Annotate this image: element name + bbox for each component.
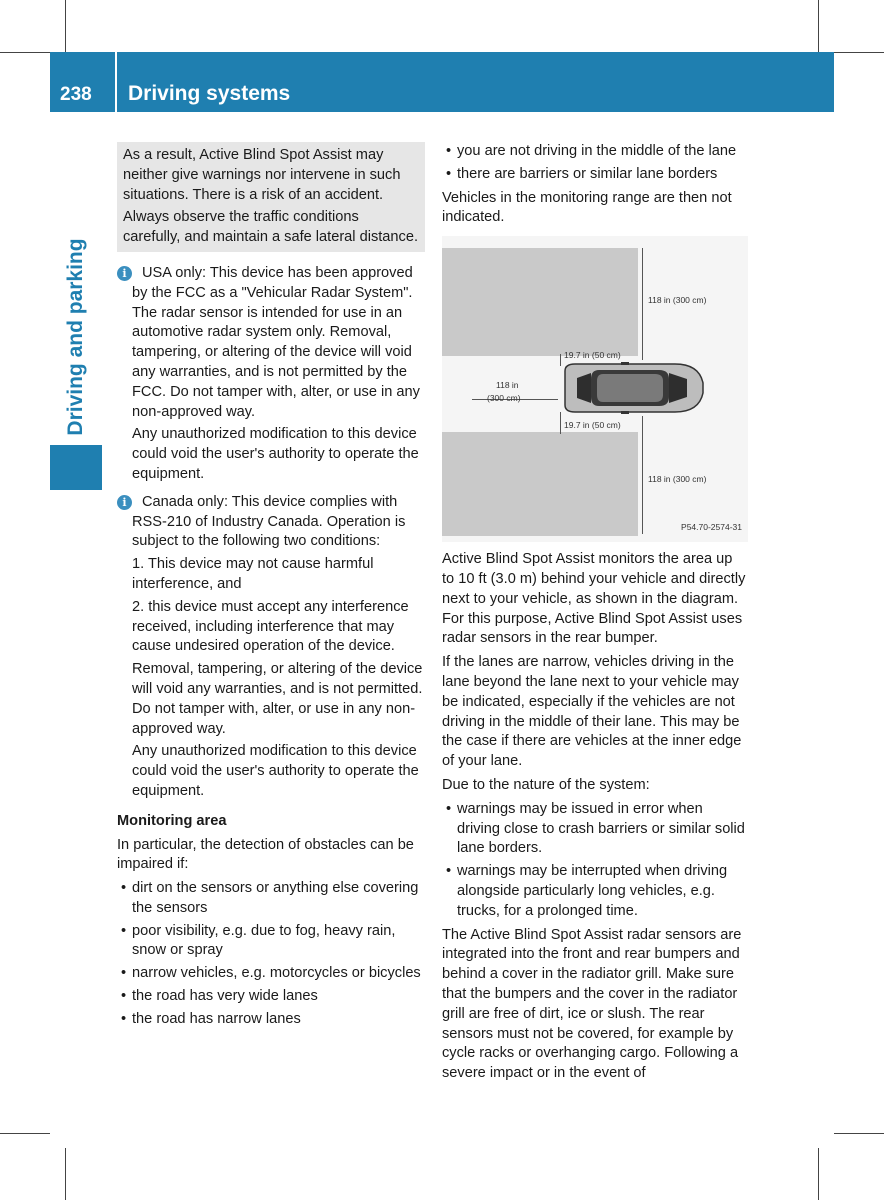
info-text: Any unauthorized modification to this device could void the user's authority to operate the equipment. — [132, 426, 419, 482]
warning-text: As a result, Active Blind Spot Assist may neither give warnings nor intervene in such situations. There is a risk of an accident. — [123, 147, 401, 203]
warning-box — [117, 142, 425, 252]
monitoring-list — [117, 879, 425, 1030]
list-item: • the road has very wide lanes — [117, 987, 425, 1007]
left-column — [117, 142, 425, 1034]
list-item: • warnings may be interrupted when driving alongside particularly long vehicles, e.g. trucks, for a prolonged time. — [442, 862, 748, 921]
info-text: 2. this device must accept any interference received, including interference that may cause undesired operation of the device. — [132, 598, 409, 655]
list-item: • you are not driving in the middle of the lane — [442, 142, 748, 162]
info-icon: i — [117, 495, 132, 510]
crop-mark — [834, 52, 884, 53]
right-column — [442, 142, 748, 1088]
warning-text: Always observe the traffic conditions carefully, and maintain a safe lateral distance. — [123, 209, 419, 246]
usa-info-note — [117, 264, 425, 485]
paragraph: If the lanes are narrow, vehicles driving in the lane beyond the lane next to your vehicle may be indicated, especially if the vehicles are not driving in the middle of their lane. This may be the case if there are vehicles at the inner edge of your lane. — [442, 654, 742, 770]
crop-mark — [65, 1148, 66, 1200]
monitoring-zone-bottom — [442, 432, 638, 536]
side-tab-marker — [50, 445, 102, 490]
list-item: • the road has narrow lanes — [117, 1010, 425, 1030]
monitoring-range-diagram — [442, 236, 748, 542]
dimension-line — [560, 412, 561, 434]
crop-mark — [818, 1148, 819, 1200]
header-divider — [115, 52, 117, 112]
list-item: • narrow vehicles, e.g. motorcycles or bicycles — [117, 964, 425, 984]
dimension-label: 19.7 in (50 cm) — [564, 420, 621, 431]
info-text: USA only: This device has been approved by the FCC as a "Vehicular Radar System". The radar sensor is intended for use in an automotive radar system only. Removal, tampering, or altering of the device will void any warranties, and is not permitted by the FCC. Do not tamper with, alter, or use in any non-approved way. — [132, 264, 420, 420]
info-text: Removal, tampering, or altering of the device will void any warranties, and is not permitted. Do not tamper with, alter, or use in any non-approved way. — [132, 661, 423, 737]
vehicle-top-view — [559, 361, 705, 415]
system-nature-list — [442, 800, 748, 922]
lane-conditions-list — [442, 142, 748, 185]
crop-mark — [834, 1133, 884, 1134]
list-item: • warnings may be issued in error when driving close to crash barriers or similar solid lane borders. — [442, 800, 748, 859]
canada-info-note — [117, 493, 425, 802]
dimension-label: (300 cm) — [487, 393, 521, 404]
crop-mark — [0, 1133, 50, 1134]
page-number: 238 — [60, 84, 92, 105]
info-icon: i — [117, 266, 132, 281]
section-title: Driving systems — [128, 82, 291, 105]
dimension-label: 118 in (300 cm) — [648, 295, 707, 306]
list-item: • dirt on the sensors or anything else covering the sensors — [117, 879, 425, 919]
dimension-line — [642, 416, 643, 534]
dimension-label: 118 in (300 cm) — [648, 474, 707, 485]
paragraph: Active Blind Spot Assist monitors the area up to 10 ft (3.0 m) behind your vehicle and directly next to your vehicle, as shown in the diagram. For this purpose, Active Blind Spot Assist uses radar sensors in the rear bumper. — [442, 551, 746, 647]
monitoring-intro: In particular, the detection of obstacles can be impaired if: — [117, 836, 414, 873]
dimension-label: 118 in — [496, 380, 519, 391]
crop-mark — [818, 0, 819, 52]
monitoring-heading: Monitoring area — [117, 812, 227, 829]
info-text: Any unauthorized modification to this device could void the user's authority to operate the equipment. — [132, 743, 419, 799]
crop-mark — [65, 0, 66, 52]
paragraph: The Active Blind Spot Assist radar sensors are integrated into the front and rear bumpers and behind a cover in the radiator grill. Make sure that the bumpers and the cover in the radiator grill are free of dirt, ice or slush. The rear sensors must not be covered, for example by cycle racks or overhanging cargo. Following a severe impact or in the event of — [442, 926, 742, 1082]
list-item: • there are barriers or similar lane borders — [442, 165, 748, 185]
dimension-line — [642, 248, 643, 360]
monitoring-zone-top — [442, 248, 638, 356]
list-item: • poor visibility, e.g. due to fog, heavy rain, snow or spray — [117, 922, 425, 962]
side-tab-label: Driving and parking — [64, 238, 87, 436]
paragraph: Vehicles in the monitoring range are then not indicated. — [442, 189, 732, 226]
paragraph: Due to the nature of the system: — [442, 776, 650, 793]
info-text: 1. This device may not cause harmful interference, and — [132, 556, 374, 592]
figure-id: P54.70-2574-31 — [681, 522, 742, 533]
info-text: Canada only: This device complies with RSS-210 of Industry Canada. Operation is subject to the following two conditions: — [132, 493, 406, 550]
dimension-label: 19.7 in (50 cm) — [564, 350, 621, 361]
crop-mark — [0, 52, 50, 53]
